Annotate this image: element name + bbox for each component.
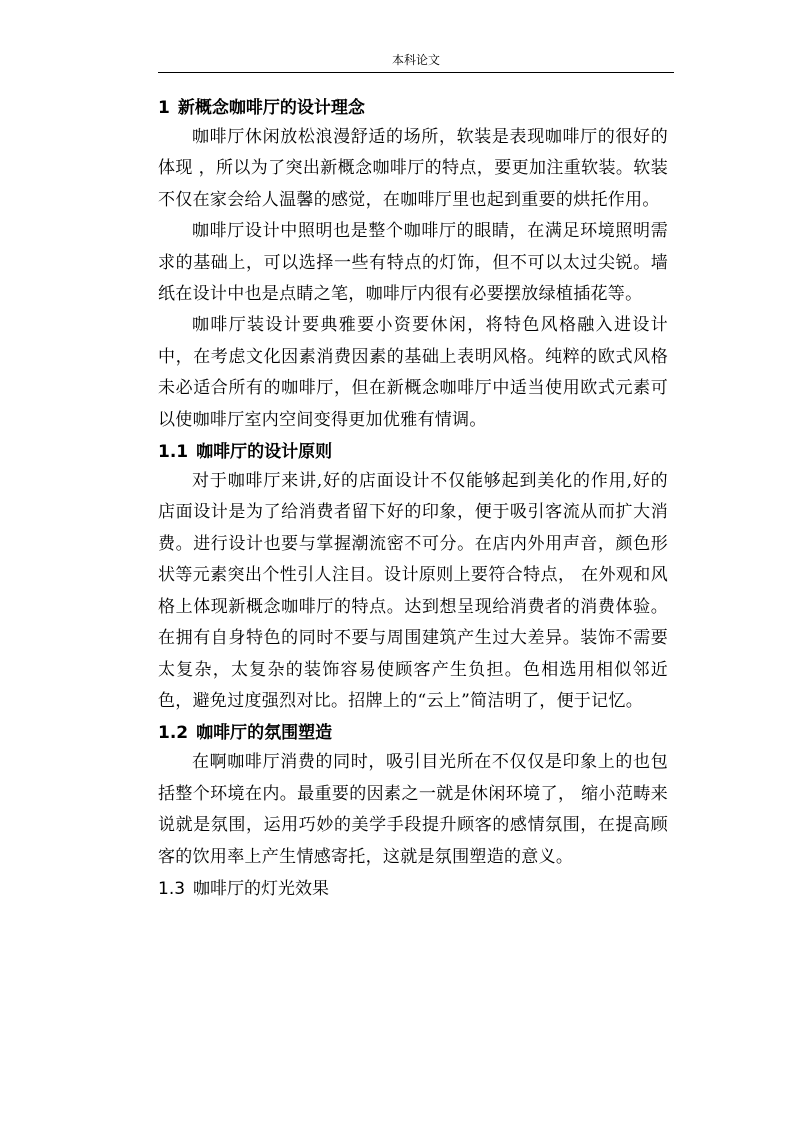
- paragraph: 咖啡厅休闲放松浪漫舒适的场所，软装是表现咖啡厅的很好的体现 ，所以为了突出新概念咖啡厅的特点，要更加注重软装。软装不仅在家会给人温馨的感觉，在咖啡厅里也起到重要的烘托作用。: [158, 127, 668, 210]
- header-divider: [158, 72, 674, 73]
- paragraph: 咖啡厅设计中照明也是整个咖啡厅的眼睛，在满足环境照明需求的基础上，可以选择一些有特点的灯饰，但不可以太过尖锐。墙纸在设计中也是点睛之笔，咖啡厅内很有必要摆放绿植插花等。: [158, 221, 668, 305]
- running-header: 本科论文: [391, 53, 440, 67]
- section-heading-1-3: [158, 873, 668, 903]
- document-body: [158, 92, 668, 903]
- section-heading-1: [158, 92, 668, 122]
- section-heading-1-1: [158, 436, 668, 466]
- section-title: 新概念咖啡厅的设计理念: [177, 98, 365, 118]
- paragraph: 在啊咖啡厅消费的同时，吸引目光所在不仅仅是印象上的也包括整个环境在内。最重要的因素之一就是休闲环境了， 缩小范畴来说就是氛围，运用巧妙的美学手段提升顾客的感情氛围，在提高顾客的饮用率上产生情感寄托，这就是氛围塑造的意义。: [158, 752, 668, 867]
- section-number: 1: [158, 98, 170, 118]
- paragraph: 对于咖啡厅来讲,好的店面设计不仅能够起到美化的作用,好的店面设计是为了给消费者留下好的印象，便于吸引客流从而扩大消费。进行设计也要与掌握潮流密不可分。在店内外用声音，颜色形状等元素突出个性引人注目。设计原则上要符合特点， 在外观和风格上体现新概念咖啡厅的特点。达到想呈现给消费者的消费体验。在拥有自身特色的同时不要与周围建筑产生过大差异。装饰不需要太复杂，太复杂的装饰容易使顾客产生负担。色相选用相似邻近色，避免过度强烈对比。招牌上的“云上”简洁明了，便于记忆。: [158, 471, 668, 711]
- section-number: 1.2: [158, 723, 189, 744]
- section-title: 咖啡厅的灯光效果: [193, 878, 330, 899]
- section-number: 1.1: [158, 442, 189, 463]
- section-title: 咖啡厅的设计原则: [196, 442, 333, 463]
- section-heading-1-2: [158, 717, 668, 747]
- section-number: 1.3: [158, 878, 186, 899]
- paragraph: 咖啡厅装设计要典雅要小资要休闲，将特色风格融入进设计中，在考虑文化因素消费因素的基础上表明风格。纯粹的欧式风格未必适合所有的咖啡厅，但在新概念咖啡厅中适当使用欧式元素可以使咖啡厅室内空间变得更加优雅有情调。: [158, 315, 668, 430]
- section-title: 咖啡厅的氛围塑造: [196, 723, 333, 744]
